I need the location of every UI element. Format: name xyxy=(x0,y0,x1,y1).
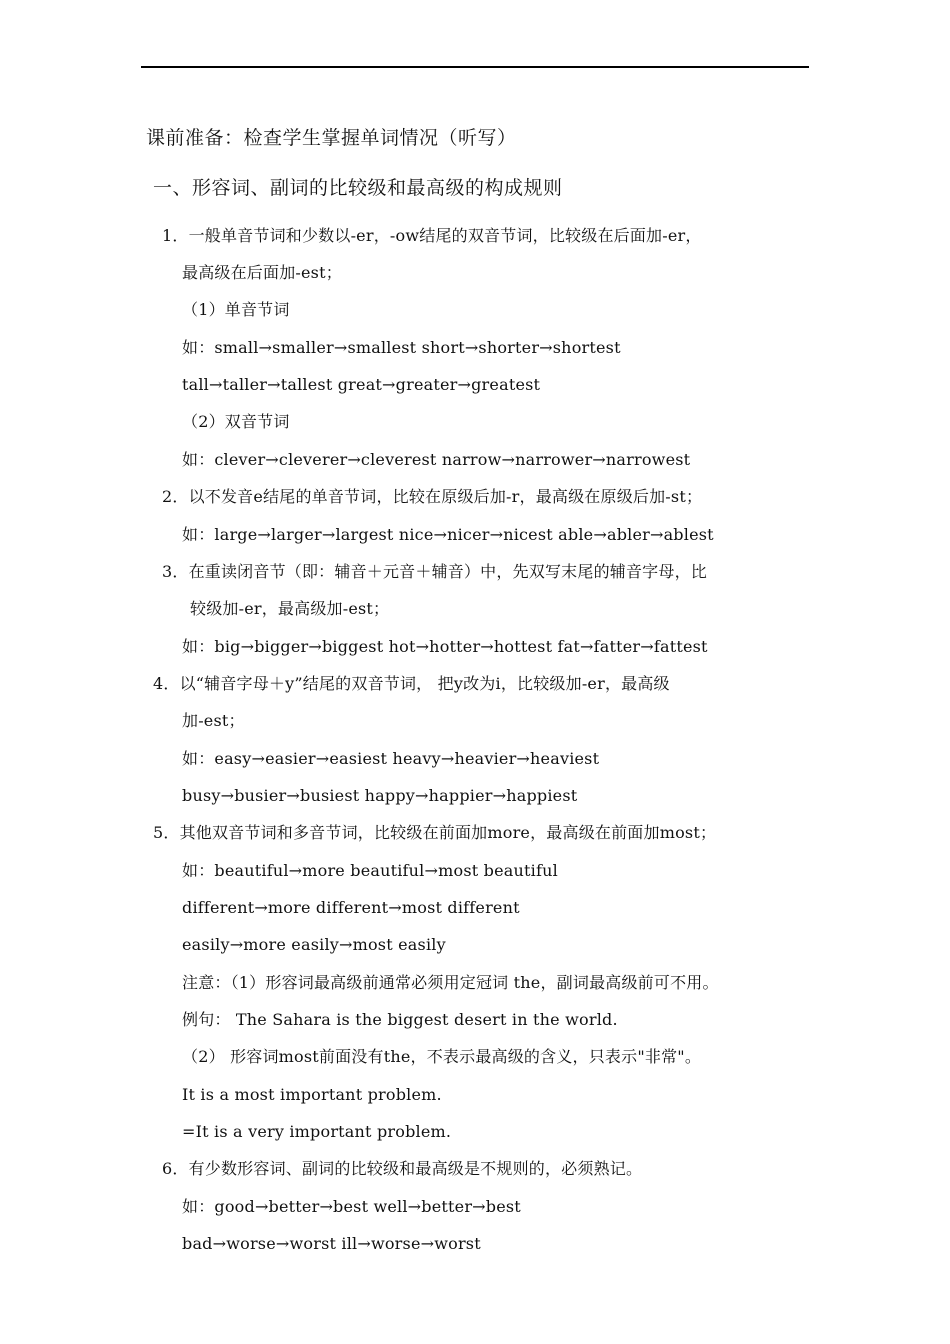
rule-1-example-3: 如：clever→cleverer→cleverest narrow→narrower→narrowest xyxy=(182,450,691,469)
rule-1-text: 1．一般单音节词和少数以-er，-ow结尾的双音节词，比较级在后面加-er， xyxy=(162,226,702,245)
rule-4-example-2: busy→busier→busiest happy→happier→happiest xyxy=(182,786,578,805)
note-2-example-2: =It is a very important problem. xyxy=(182,1122,452,1141)
note-1-example: 例句： The Sahara is the biggest desert in the world. xyxy=(182,1010,618,1029)
rule-3-text-cont: 较级加-er，最高级加-est； xyxy=(190,599,390,618)
rule-1-example-1: 如：small→smaller→smallest short→shorter→shortest xyxy=(182,338,621,357)
rule-1-sub-2: （2）双音节词 xyxy=(182,412,290,431)
rule-1-example-2: tall→taller→tallest great→greater→greatest xyxy=(182,375,541,394)
rule-4-example-1: 如：easy→easier→easiest heavy→heavier→heaviest xyxy=(182,749,600,768)
header-rule xyxy=(141,66,809,68)
lesson-prep-title: 课前准备：检查学生掌握单词情况（听写） xyxy=(146,127,517,149)
rule-2-example: 如：large→larger→largest nice→nicer→nicest able→abler→ablest xyxy=(182,525,714,544)
rule-2-text: 2．以不发音e结尾的单音节词，比较在原级后加-r，最高级在原级后加-st； xyxy=(162,487,703,506)
rule-6-example-1: 如：good→better→best well→better→best xyxy=(182,1197,521,1216)
rule-1-sub-1: （1）单音节词 xyxy=(182,300,290,319)
section-heading: 一、形容词、副词的比较级和最高级的构成规则 xyxy=(153,177,563,199)
rule-3-example: 如：big→bigger→biggest hot→hotter→hottest fat→fatter→fattest xyxy=(182,637,708,656)
rule-4-text: 4．以“辅音字母＋y”结尾的双音节词， 把y改为i，比较级加-er，最高级 xyxy=(153,674,670,693)
note-2-example-1: It is a most important problem. xyxy=(182,1085,442,1104)
rule-5-example-2: different→more different→most different xyxy=(182,898,520,917)
rule-3-text: 3．在重读闭音节（即：辅音＋元音＋辅音）中，先双写末尾的辅音字母，比 xyxy=(162,562,707,581)
rule-6-text: 6．有少数形容词、副词的比较级和最高级是不规则的，必须熟记。 xyxy=(162,1159,643,1178)
note-1: 注意：（1）形容词最高级前通常必须用定冠词 the，副词最高级前可不用。 xyxy=(182,973,719,992)
rule-5-example-3: easily→more easily→most easily xyxy=(182,935,446,954)
rule-5-text: 5．其他双音节词和多音节词，比较级在前面加more，最高级在前面加most； xyxy=(153,823,717,842)
rule-5-example-1: 如：beautiful→more beautiful→most beautiful xyxy=(182,861,558,880)
rule-1-text-cont: 最高级在后面加-est； xyxy=(182,263,342,282)
rule-6-example-2: bad→worse→worst ill→worse→worst xyxy=(182,1234,481,1253)
note-2: （2） 形容词most前面没有the，不表示最高级的含义，只表示"非常"。 xyxy=(182,1047,702,1066)
rule-4-text-cont: 加-est； xyxy=(182,711,245,730)
